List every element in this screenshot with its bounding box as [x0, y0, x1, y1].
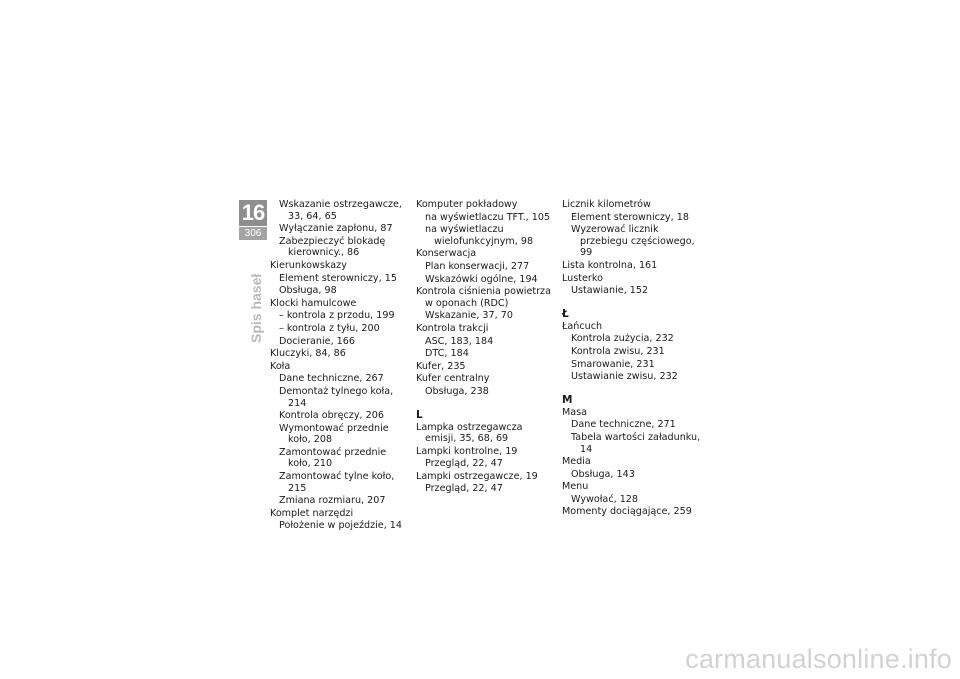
index-entry: Komplet narzędzi	[270, 507, 354, 519]
index-column-2	[416, 199, 556, 496]
index-subentry: Wymontować przednie koło, 208	[279, 422, 389, 446]
index-subentry: Kontrola obręczy, 206	[279, 410, 384, 422]
index-entry: Lampka ostrzegawcza emisji, 35, 68, 69	[416, 421, 523, 445]
index-subentry: Wskazówki ogólne, 194	[425, 273, 538, 285]
index-subentry: DTC, 184	[425, 348, 469, 360]
index-subentry: Wskazanie ostrzegawcze, 33, 64, 65	[279, 199, 402, 222]
index-subentry: Wskazanie, 37, 70	[425, 310, 513, 322]
index-entry: Koła	[270, 360, 291, 372]
index-subentry: Ustawianie, 152	[571, 285, 649, 297]
index-subentry: Element sterowniczy, 15	[279, 272, 397, 284]
index-subentry: Dane techniczne, 271	[571, 419, 676, 431]
chapter-number: 16	[239, 200, 267, 226]
index-entry: Klocki hamulcowe	[270, 297, 357, 309]
index-entry: Menu	[562, 481, 589, 493]
index-subentry: Kontrola zużycia, 232	[571, 333, 674, 345]
index-subentry: Plan konserwacji, 277	[425, 260, 530, 272]
index-subentry: Ustawianie zwisu, 232	[571, 371, 678, 383]
index-subentry: Obsługa, 98	[279, 285, 337, 297]
index-subentry: Tabela wartości załadunku, 14	[571, 431, 701, 455]
index-entry: Komputer pokładowy	[416, 199, 518, 210]
index-letter: Ł	[562, 307, 569, 320]
index-letter: M	[562, 393, 573, 406]
index-subentry: Wyzerować licznik przebiegu częściowego, 99	[571, 224, 695, 259]
index-subentry: Zamontować przednie koło, 210	[279, 446, 387, 470]
index-entry: Kierunkowskazy	[270, 259, 347, 271]
watermark: carmanualsonline.info	[685, 644, 952, 674]
index-entry: Lusterko	[562, 272, 603, 284]
chapter-tab	[239, 200, 267, 240]
index-entry: Licznik kilometrów	[562, 199, 651, 210]
index-entry: Kufer, 235	[416, 360, 466, 372]
index-entry: Kontrola trakcji	[416, 322, 489, 334]
index-entry: Momenty dociągające, 259	[562, 506, 692, 518]
index-subentry: Docieranie, 166	[279, 335, 355, 347]
page-number: 306	[239, 227, 267, 240]
index-column-3	[562, 199, 702, 519]
index-subentry: – kontrola z tyłu, 200	[279, 322, 380, 334]
section-title: Spis haseł	[248, 273, 264, 343]
index-subentry: Wyłączanie zapłonu, 87	[279, 223, 393, 235]
index-entry: Lampki kontrolne, 19	[416, 445, 518, 457]
index-entry: Masa	[562, 406, 588, 418]
index-entry: Kontrola ciśnienia powietrza w oponach (RDC)	[416, 286, 551, 309]
index-subentry: Kontrola zwisu, 231	[571, 345, 665, 357]
index-entry: Media	[562, 456, 591, 468]
index-subentry: na wyświetlaczu wielofunkcyjnym, 98	[425, 224, 534, 247]
index-column-1	[270, 199, 410, 533]
index-entry: Łańcuch	[562, 320, 603, 332]
index-subentry: Obsługa, 143	[571, 468, 635, 480]
index-subentry: Zabezpieczyć blokadę kierownicy., 86	[279, 235, 386, 259]
index-subentry: Przegląd, 22, 47	[425, 483, 503, 495]
index-subentry: Zamontować tylne koło, 215	[279, 471, 395, 494]
index-subentry: Dane techniczne, 267	[279, 373, 384, 385]
index-subentry: Smarowanie, 231	[571, 358, 655, 370]
index-subentry: Wywołać, 128	[571, 493, 639, 505]
index-subentry: Demontaż tylnego koła, 214	[279, 385, 394, 409]
index-subentry: Zmiana rozmiaru, 207	[279, 495, 386, 507]
index-entry: Lista kontrolna, 161	[562, 259, 658, 271]
index-subentry: ASC, 183, 184	[425, 335, 494, 347]
index-entry: Konserwacja	[416, 248, 477, 260]
index-letter: L	[416, 408, 423, 421]
index-entry: Kufer centralny	[416, 373, 490, 385]
index-entry: Lampki ostrzegawcze, 19	[416, 470, 538, 482]
index-subentry: na wyświetlaczu TFT., 105	[425, 211, 551, 223]
index-entry: Kluczyki, 84, 86	[270, 348, 346, 360]
index-subentry: – kontrola z przodu, 199	[279, 310, 395, 322]
index-subentry: Przegląd, 22, 47	[425, 458, 503, 470]
index-subentry: Element sterowniczy, 18	[571, 211, 689, 223]
index-subentry: Położenie w pojeździe, 14	[279, 520, 403, 532]
index-subentry: Obsługa, 238	[425, 385, 489, 397]
